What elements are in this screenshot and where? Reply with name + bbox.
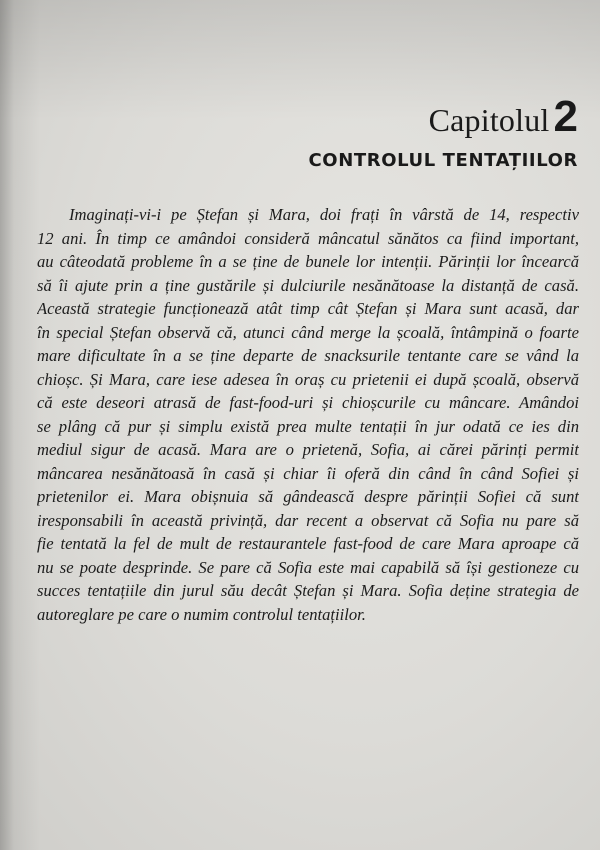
paragraph-line: că este deseori atrasă de fast-food-uri și chioșcurile cu mâncare. Amândoi: [37, 393, 579, 412]
paragraph-line: în special Ștefan observă că, atunci când merge la școală, întâmpină o foarte: [37, 322, 579, 342]
chapter-title: CONTROLUL TENTAȚIILOR: [308, 150, 578, 171]
chapter-label: Capitolul: [428, 102, 550, 138]
paragraph-line: nu se poate desprinde. Se pare că Sofia este mai capabilă să își gestioneze cu: [37, 557, 579, 577]
paragraph-line: autoreglare pe care o numim controlul tentațiilor.: [37, 604, 366, 624]
paragraph-line: mediul sigur de acasă. Mara are o prietenă, Sofia, ai cărei părinți permit: [37, 440, 579, 459]
paragraph-line: 12 ani. În timp ce amândoi consideră mâncatul sănătos ca fiind important,: [37, 228, 579, 248]
paragraph-line: mâncarea nesănătoasă în casă și chiar îi oferă din când în când Sofiei și: [37, 463, 579, 483]
paragraph-line: iresponsabili în această privință, dar recent a observat că Sofia nu pare să: [37, 510, 579, 530]
paragraph-line: fie tentată la fel de mult de restaurantele fast-food de care Mara aproape că: [37, 534, 579, 553]
chapter-number: 2: [553, 92, 578, 141]
paragraph-line: să îi ajute prin a ține gustările și dulciurile nesănătoase la distanță de casă.: [37, 275, 579, 295]
show-through-bottom: [0, 640, 600, 850]
paragraph-line: chioșc. Și Mara, care iese adesea în oraș cu prietenii ei după școală, observă: [37, 369, 579, 389]
paragraph-line: au câteodată probleme în a se ține de bunele lor intenții. Părinții lor încearcă: [37, 252, 579, 271]
paragraph-line: se plâng că pur și simplu există prea multe tentații în jur odată ce ies din: [37, 416, 579, 436]
paragraph-line: Această strategie funcționează atât timp cât Ștefan și Mara sunt acasă, dar: [37, 299, 579, 318]
paragraph-line: Imaginați-vi-i pe Ștefan și Mara, doi frați în vârstă de 14, respectiv: [69, 205, 579, 224]
body-paragraph: [37, 203, 579, 626]
paragraph-line: prietenilor ei. Mara obișnuia să gândească despre părinții Sofiei că sunt: [37, 487, 579, 506]
paragraph-line: succes tentațiile din jurul său decât Ștefan și Mara. Sofia deține strategia de: [37, 581, 579, 600]
paragraph-line: mare dificultate în a se ține departe de snacksurile tentante care se vând la: [37, 346, 579, 365]
chapter-heading: [429, 92, 578, 142]
